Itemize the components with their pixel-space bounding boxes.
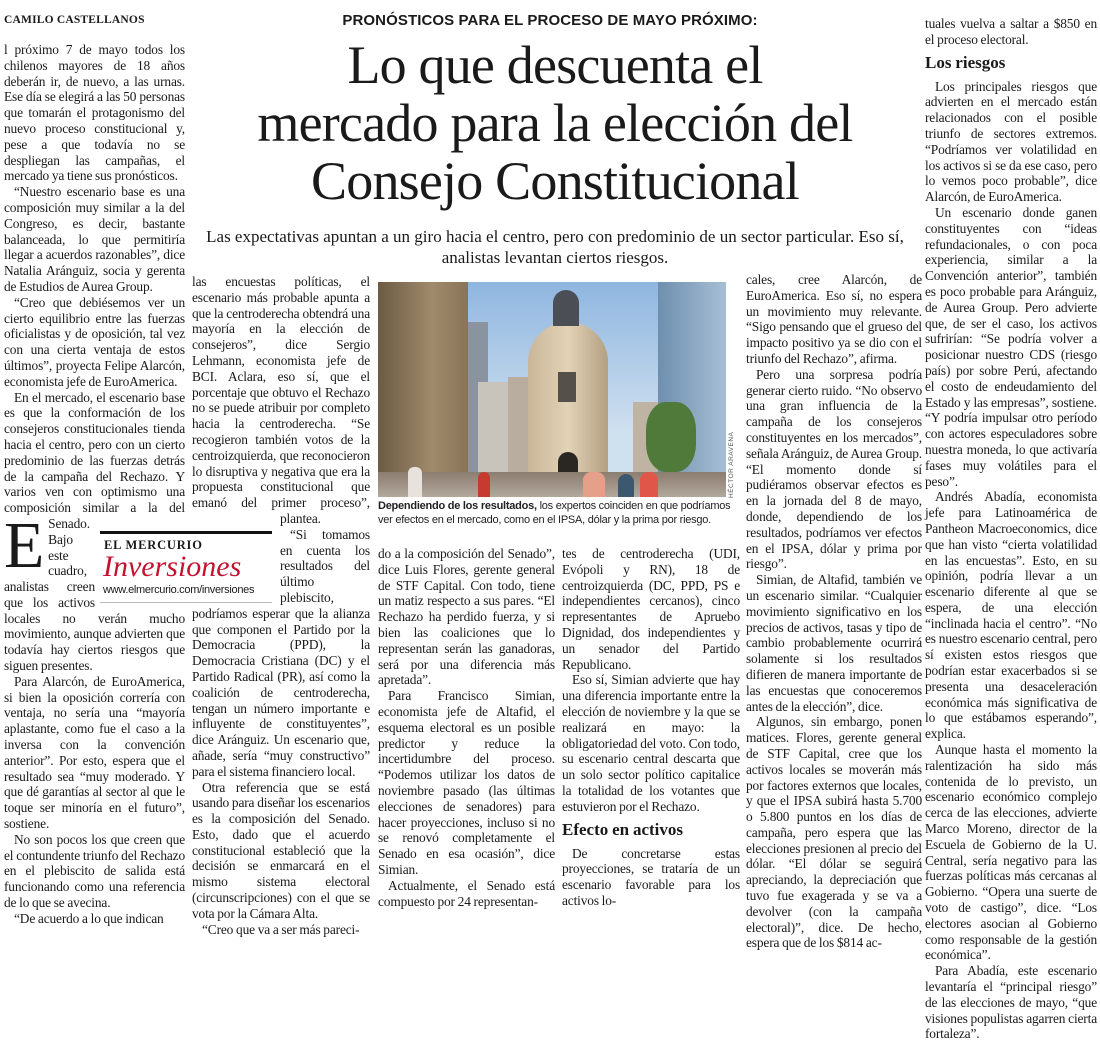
paragraph: Actualmente, el Senado está compuesto por 24 representan- [378, 877, 555, 909]
paragraph: cales, cree Alarcón, de EuroAmerica. Eso sí, no espera un movimiento muy relevante. “Sigo pensando que el grueso del impacto positivo ya se dio con el triunfo del Rechazo”, afirma. [746, 272, 922, 366]
article-column-2 [192, 274, 370, 937]
paragraph: Simian, de Altafid, también ve un escenario similar. “Cualquier movimiento significativo en los precios de activos, tasas y tipo de cambio probablemente ocurrirá solamente si los resultados difieren de manera importante de las encuestas que conoceremos antes de la elección”, dice. [746, 572, 922, 714]
paragraph: Aunque hasta el momento la ralentización ha sido más contenida de lo previsto, un escenario económico complejo cerca de las elecciones, advierte Marco Moreno, director de la Escuela de Gobierno de la U. Central, sería negativo para las fuerzas políticas más cercanas al Gobierno. “Opera una suerte de voto de castigo”, dice. “Los electores asocian al Gobierno como responsable de la gestión económica”. [925, 742, 1097, 963]
paragraph: Pero una sorpresa podría generar cierto ruido. “No observo una gran influencia de la campaña de los consejeros constituyentes en los mercados”, señala Aránguiz, de Aurea Group. “El momento donde sí pudiéramos observar efectos es en la jornada del 8 de mayo, donde, dependiendo de los resultados, podríamos ver efectos en el IPSA, dólar y prima por riesgo”. [746, 366, 922, 572]
paragraph: En el mercado, el escenario base es que la conformación de los consejeros constitucionales tienda hacia el centro, pero con un cierto predominio de las fuerzas detrás de la campaña del Rechazo. Y varios ven con optimismo una composición similar a la del Senado. Bajo este cuadro, analistas creen que los activos locales no verán mucho movimiento, aunque advierten que todavía hay ciertos riesgos que siguen presentes. [4, 389, 185, 674]
paragraph: “Si tomamos en cuenta los resultados del último plebiscito, podríamos esperar que la alianza que componen el Partido por la Democracia (PPD), la Democracia Cristiana (DC) y el Partido Radical (PR), así como la coalición de centroderecha, tengan un número importante e influyente de constituyentes”, dice Aránguiz. Un escenario que, añade, sería “muy constructivo” para el sistema financiero local. [192, 526, 370, 779]
section-heading-los-riesgos: Los riesgos [925, 52, 1006, 72]
paragraph: Algunos, sin embargo, ponen matices. Flores, gerente general de STF Capital, cree que los activos locales se moverán más por factores externos que locales, y que el IPSA subirá hasta 5.700 o 5.800 puntos en los días de campaña, pero espera que las elecciones presionen al precio del dólar. “El dólar se seguirá apreciando, la depreciación que tuvo fue exagerada y se va a devolver (con la campaña electoral)”, dice. De hecho, espera que de los $814 ac- [746, 714, 922, 951]
photo-caption [378, 500, 740, 527]
caption-lead: Dependiendo de los resultados, [378, 500, 537, 512]
subheadline: Las expectativas apuntan a un giro hacia el centro, pero con predominio de un sector particular. Eso sí, analistas levantan ciertos riesgos. [206, 227, 904, 267]
paragraph: tuales vuelva a saltar a $850 en el proceso electoral. [925, 16, 1097, 47]
paragraph: “Creo que debiésemos ver un cierto equilibrio entre las fuerzas oficialistas y de oposición, tal vez con una cierta ventaja de estos últimos”, proyecta Felipe Alarcón, economista jefe de EuroAmerica. [4, 294, 185, 389]
section-heading-efecto-en-activos: Efecto en activos [562, 819, 683, 839]
article-column-3 [378, 546, 555, 909]
paragraph: “Nuestro escenario base es una composición muy similar a la del Congreso, es decir, bastante balanceada, lo que permitiría llegar a acuerdos razonables”, dice Natalia Aránguiz, socia y gerenta de Estudios de Aurea Group. [4, 184, 185, 294]
paragraph: tes de centroderecha (UDI, Evópoli y RN), 18 de centroizquierda (DC, PPD, PS e independientes cercanos), cinco representantes de Apruebo Dignidad, dos independientes y un senador del Partido Republicano. [562, 546, 740, 672]
paragraph: Para Francisco Simian, economista jefe de Altafid, el esquema electoral es un posible predictor y reduce la incertidumbre del proceso. “Podemos utilizar los datos de noviembre pasado (las últimas elecciones de senadores) para hacer proyecciones, incluso si no se renovó completamente el Senado en esa ocasión”, dice Simian. [378, 688, 555, 877]
paragraph: “Creo que va a ser más pareci- [202, 921, 360, 937]
promo-url-link[interactable]: www.elmercurio.com/inversiones [103, 584, 255, 596]
article-column-1 [4, 42, 185, 927]
promo-brand: EL MERCURIO [104, 538, 203, 552]
headline-line: Consejo Constitucional [311, 151, 799, 211]
paragraph: Eso sí, Simian advierte que hay una diferencia importante entre la elección de noviembre y la que se realizará en mayo: la obligatoriedad del voto. Con todo, su escenario central descarta que un solo sector político capitalice la totalidad de los votantes que estuvieron por el Rechazo. [562, 672, 740, 814]
paragraph: De concretarse estas proyecciones, se trataría de un escenario favorable para los activos lo- [562, 845, 740, 908]
paragraph: No son pocos los que creen que el contundente triunfo del Rechazo en el plebiscito de salida está funcionando como una referencia de lo que se avecina. [4, 831, 185, 911]
photo-credit: HÉCTOR ARAVENA [728, 431, 735, 498]
paragraph: Para Abadía, este escenario levantaría el “principal riesgo” de las elecciones de mayo, “que visiones populistas agarren cierta fortaleza”. [925, 963, 1097, 1042]
paragraph: “De acuerdo a lo que indican [14, 910, 164, 926]
promo-name: Inversiones [103, 550, 242, 583]
caption-text: los expertos coinciden en que podríamos ver efectos en el mercado, como en el IPSA, dólar y la prima por riesgo. [378, 500, 731, 526]
article-column-4 [562, 546, 740, 909]
paragraph: Otra referencia que se está usando para diseñar los escenarios es la composición del Senado. Esto, dado que el acuerdo constitucional estableció que la decisión se enmarcará en el mismo sistema electoral (circunscripciones) con el que se vota por la Cámara Alta. [192, 779, 370, 921]
article-column-6 [925, 16, 1097, 1042]
paragraph: Un escenario donde ganen constituyentes con “ideas refundacionales, o con poca experiencia, similar a la Convención anterior”, también es poco probable para Aránguiz, de Aurea Group. Pero advierte que, de ser el caso, los activos sufrirían: “Se podría volver a posicionar nuestro CDS (riesgo país) por sobre Perú, afectando el costo de endeudamiento del Estado y las empresas”, sostiene. “Y podría impulsar otro período con actores especuladores sobre nuestra moneda, lo que activaría fases muy volátiles para el peso”. [925, 204, 1097, 489]
paragraph: Los principales riesgos que advierten en el mercado están relacionados con el posible triunfo de sectores extremos. “Podríamos ver volatilidad en los activos si se da ese caso, pero lo vemos poco probable”, dice Alarcón, de EuroAmerica. [925, 78, 1097, 205]
article-column-5 [746, 272, 922, 951]
byline: CAMILO CASTELLANOS [4, 14, 145, 26]
headline [190, 36, 920, 210]
headline-line: mercado para la elección del [257, 93, 853, 153]
paragraph: las encuestas políticas, el escenario más probable apunta a que la centroderecha obtendrá una mayoría en la elección de consejeros”, dice Sergio Lehmann, economista jefe de BCI. Aclara, eso sí, que el porcentaje que obtuvo el Rechazo no se puede atribuir por completo hacia la centroderecha. “Se recogieron también votos de la centroizquierda, que reconocieron lo disruptiva y negativa que era la propuesta constitucional que emanó del primer proceso”, plantea. [192, 274, 370, 526]
drop-cap: E [4, 509, 45, 582]
paragraph-text: l próximo 7 de mayo todos los chilenos mayores de 18 años deberán ir, de nuevo, a las urnas. Ese día se elegirá a las 50 personas que tomarán el protagonismo del nuevo proceso constitucional y, pese a que todavía no se despliegan las campañas, el mercado ya tiene sus pronósticos. [4, 42, 185, 184]
article-photo [378, 282, 726, 497]
paragraph: Andrés Abadía, economista jefe para Latinoamérica de Pantheon Macroeconomics, dice que han visto “cierta volatilidad en las encuestas”. Esto, en su opinión, podría llevar a un escenario diferente al que se espera, de una elección “inclinada hacia el centro”. “No es nuestro escenario central, pero sí existen estos riesgos que podrían estar exacerbados si se presenta una desaceleración económica más significativa de lo que estábamos esperando”, explica. [925, 489, 1097, 742]
paragraph: do a la composición del Senado”, dice Luis Flores, gerente general de STF Capital. Con todo, tiene un matiz respecto a sus pares. “El Rechazo ha perdido fuerza, y si bien las coaliciones que lo representan serán las ganadoras, será por una diferencia más apretada”. [378, 546, 555, 688]
headline-line: Lo que descuenta el [347, 35, 763, 95]
kicker: PRONÓSTICOS PARA EL PROCESO DE MAYO PRÓXIMO: [342, 12, 758, 29]
paragraph: Para Alarcón, de EuroAmerica, si bien la oposición correría con ventaja, no sería una “mayoría aplastante, como fue el caso a la inversa con la convención anterior”. Por esto, espera que el resultado sea “muy moderado. Y que dé garantías al sector al que le toque ser minoría en el futuro”, sostiene. [4, 673, 185, 832]
